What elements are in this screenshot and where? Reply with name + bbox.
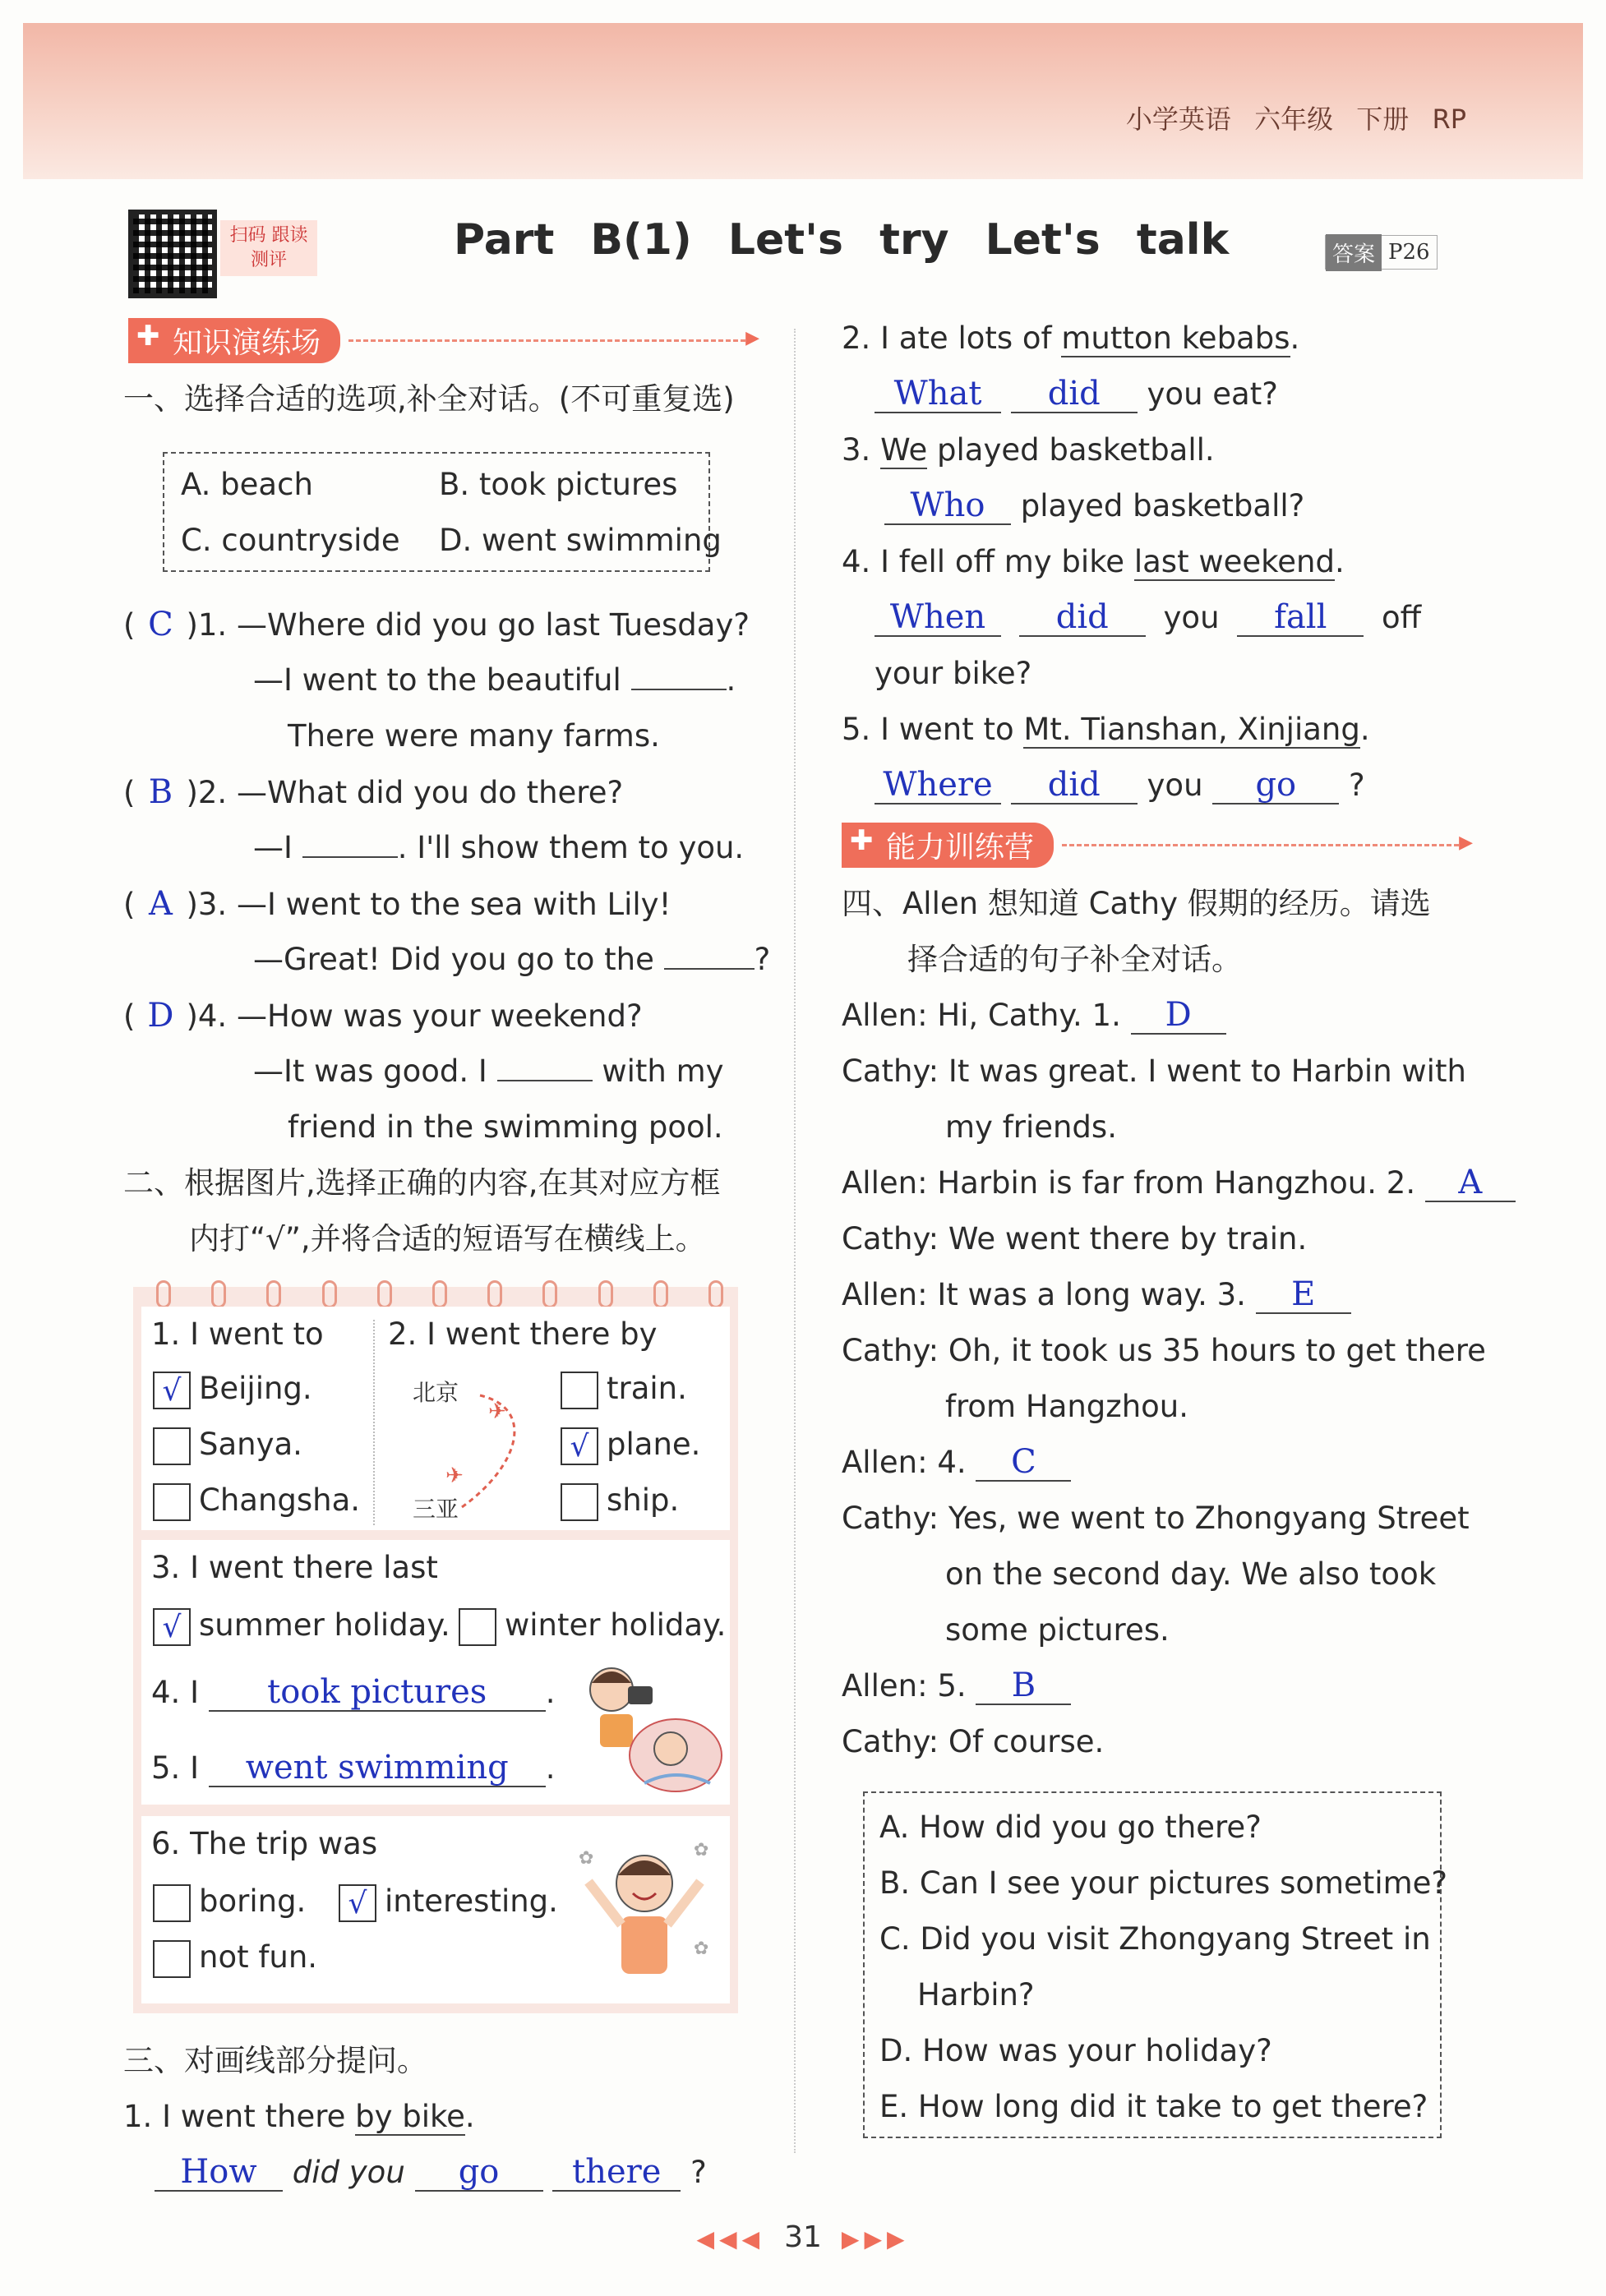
svg-text:三亚: 三亚 — [413, 1496, 459, 1523]
answer-blank — [302, 856, 398, 858]
q2-opt-plane: √ plane. — [561, 1417, 700, 1473]
q2-opt-notfun: not fun. — [153, 1929, 317, 1985]
q3-item-1-answer: How did you go there ? — [155, 2145, 707, 2201]
svg-text:✿: ✿ — [694, 1939, 709, 1959]
prev-arrows-icon: ◀◀◀ — [696, 2225, 765, 2252]
header-series: 小学英语 六年级 下册 RP — [1125, 104, 1466, 135]
answer-reference — [1325, 235, 1438, 270]
answer-blank — [631, 689, 727, 690]
q3-item-2: 2. I ate lots of mutton kebabs. — [842, 320, 1300, 356]
svg-text:✈: ✈ — [488, 1399, 506, 1424]
svg-text:✿: ✿ — [579, 1848, 594, 1869]
svg-text:✿: ✿ — [694, 1840, 709, 1860]
q4-heading-1: 四、Allen 想知道 Cathy 假期的经历。请选 — [842, 886, 1431, 921]
q4-heading-2: 择合适的句子补全对话。 — [907, 942, 1242, 977]
answer-blank — [664, 968, 755, 970]
q2-opt-changsha: Changsha. — [153, 1473, 360, 1528]
q4-option-b: B. Can I see your pictures sometime? — [879, 1865, 1448, 1901]
q4-options-box — [863, 1791, 1448, 2138]
q3-item-1: 1. I went there by bike. — [123, 2099, 475, 2134]
svg-text:北京: 北京 — [413, 1379, 459, 1406]
q2-heading-1: 二、根据图片,选择正确的内容,在其对应方框 — [123, 1165, 721, 1201]
q2-p4: 4. I took pictures . — [151, 1673, 556, 1711]
q2-opt-beijing: √ Beijing. — [153, 1361, 312, 1417]
q4-option-d: D. How was your holiday? — [879, 2033, 1272, 2068]
q2-opt-winter: winter holiday. — [459, 1598, 726, 1653]
q3-item-4-answer: When did you fall off — [875, 590, 1421, 646]
q3-item-5: 5. I went to Mt. Tianshan, Xinjiang. — [842, 712, 1370, 747]
answer-label: 答案 — [1326, 234, 1382, 271]
answer-page: P26 — [1388, 240, 1430, 265]
q2-box-2 — [141, 1540, 730, 1805]
q4-option-e: E. How long did it take to get there? — [879, 2089, 1428, 2124]
svg-text:✈: ✈ — [445, 1464, 464, 1488]
option-c: C. countryside — [181, 523, 400, 558]
q2-box-3 — [141, 1816, 730, 2003]
q2-p5: 5. I went swimming . — [151, 1749, 556, 1787]
q3-item-2-answer: What did you eat? — [875, 367, 1278, 422]
q2-opt-interesting: √ interesting. — [339, 1874, 558, 1929]
q3-item-3-answer: Who played basketball? — [884, 478, 1304, 534]
q2-opt-summer: √ summer holiday. — [153, 1598, 450, 1653]
notebook-rings — [156, 1280, 723, 1308]
q3-item-4: 4. I fell off my bike last weekend. — [842, 544, 1345, 579]
q2-p6-prompt: 6. The trip was — [151, 1826, 378, 1861]
q4-option-c-cont: Harbin? — [917, 1977, 1035, 2012]
column-divider — [794, 329, 796, 2153]
boy-camera-swim-icon — [579, 1660, 723, 1801]
option-d: D. went swimming — [439, 523, 722, 558]
q3-item-5-answer: Where did you go ? — [875, 758, 1365, 814]
q3-item-3: 3. We played basketball. — [842, 432, 1215, 468]
q2-box-1 — [141, 1307, 730, 1530]
answer-blank — [497, 1080, 593, 1081]
qr-code[interactable] — [128, 210, 217, 298]
q2-opt-train: train. — [561, 1361, 687, 1417]
next-arrows-icon: ▶▶▶ — [841, 2225, 910, 2252]
q2-p2-prompt: 2. I went there by — [388, 1316, 658, 1352]
q2-p3-prompt: 3. I went there last — [151, 1550, 438, 1585]
q2-heading-2: 内打“√”,并将合适的短语写在横线上。 — [189, 1221, 706, 1256]
option-b: B. took pictures — [439, 467, 678, 502]
page-number: 31 — [784, 2220, 822, 2254]
happy-boy-icon — [570, 1831, 718, 1992]
scan-label: 扫码 跟读测评 — [220, 220, 317, 276]
q3-item-4-cont: your bike? — [875, 656, 1032, 691]
q2-opt-boring: boring. — [153, 1874, 306, 1929]
page-title: Part B(1) Let's try Let's talk — [454, 215, 1230, 265]
q2-opt-ship: ship. — [561, 1473, 679, 1528]
q2-p1-prompt: 1. I went to — [151, 1316, 324, 1352]
route-map-icon — [413, 1376, 552, 1524]
section-ability: ✚ 能力训练营 ▶ — [842, 825, 1466, 864]
page-footer — [0, 2220, 1606, 2254]
section-practice: ✚ 知识演练场 ▶ — [128, 320, 753, 360]
q1-heading: 一、选择合适的选项,补全对话。(不可重复选) — [123, 381, 735, 417]
option-a: A. beach — [181, 467, 313, 502]
q2-opt-sanya: Sanya. — [153, 1417, 302, 1473]
q3-heading: 三、对画线部分提问。 — [123, 2043, 427, 2078]
q4-option-a: A. How did you go there? — [879, 1810, 1262, 1845]
q1-options-box — [163, 452, 722, 572]
q4-option-c: C. Did you visit Zhongyang Street in — [879, 1921, 1431, 1957]
